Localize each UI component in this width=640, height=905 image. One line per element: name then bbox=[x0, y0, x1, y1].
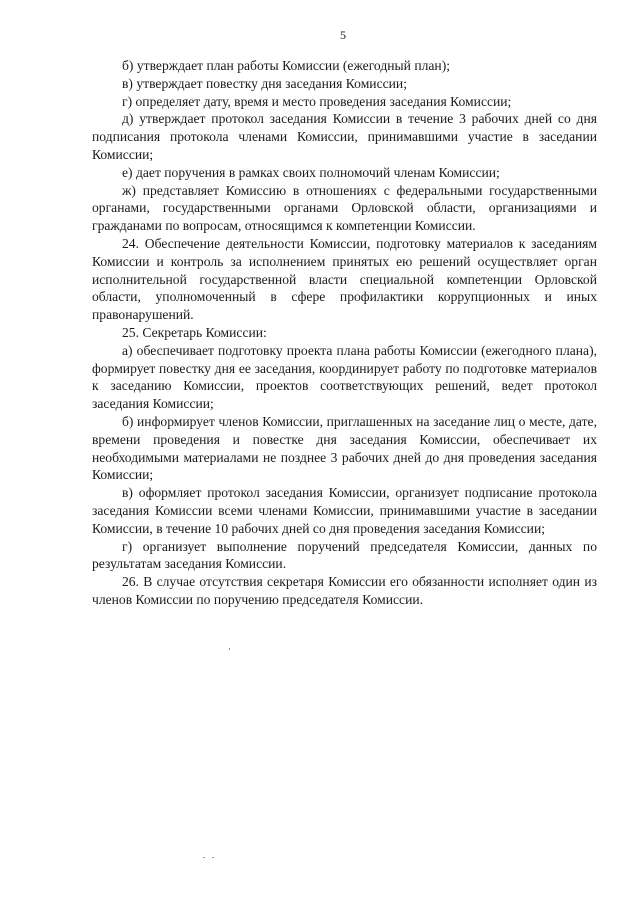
paragraph-25a: а) обеспечивает подготовку проекта плана работы Комиссии (ежегодного плана), формирует повестку дня ее заседания, координирует работу по подготовке материалов к заседанию Комиссии, проектов соответствующих решений, ведет протокол заседания Комиссии; bbox=[92, 342, 597, 412]
paragraph-23v: в) утверждает повестку дня заседания Комиссии; bbox=[122, 75, 407, 91]
paragraph-23g: г) определяет дату, время и место проведения заседания Комиссии; bbox=[122, 93, 512, 109]
scan-speck bbox=[212, 857, 214, 858]
paragraph-24: 24. Обеспечение деятельности Комиссии, подготовку материалов к заседаниям Комиссии и контроль за исполнением принятых ею решений осуществляет орган исполнительной государственной власти специальной компетенции Орловской области, уполномоченный в сфере профилактики коррупционных и иных правонарушений. bbox=[92, 235, 597, 323]
paragraph-25: 25. Секретарь Комиссии: bbox=[122, 324, 267, 340]
document-body bbox=[92, 57, 597, 609]
paragraph-25g: г) организует выполнение поручений председателя Комиссии, данных по результатам заседания Комиссии. bbox=[92, 538, 597, 572]
paragraph-25v: в) оформляет протокол заседания Комиссии, организует подписание протокола заседания Комиссии всеми членами Комиссии, принимавшими участие в заседании Комиссии, в течение 10 рабочих дней со дня проведения заседания Комиссии; bbox=[92, 485, 597, 536]
scan-speck bbox=[229, 648, 230, 650]
paragraph-23b: б) утверждает план работы Комиссии (ежегодный план); bbox=[122, 58, 451, 73]
paragraph-23d: д) утверждает протокол заседания Комиссии в течение 3 рабочих дней со дня подписания протокола членами Комиссии, принимавшими участие в заседании Комиссии; bbox=[92, 111, 597, 162]
paragraph-26: 26. В случае отсутствия секретаря Комиссии его обязанности исполняет один из членов Комиссии по поручению председателя Комиссии. bbox=[92, 574, 597, 607]
page-number: 5 bbox=[340, 28, 346, 42]
paragraph-23e: е) дает поручения в рамках своих полномочий членам Комиссии; bbox=[122, 164, 500, 180]
paragraph-23zh: ж) представляет Комиссию в отношениях с федеральными государственными органами, государственными органами Орловской области, организациями и гражданами по вопросам, относящимся к компетенции Комиссии. bbox=[92, 182, 597, 234]
paragraph-25b: б) информирует членов Комиссии, приглашенных на заседание лиц о месте, дате, времени проведения и повестке дня заседания Комиссии, обеспечивает их необходимыми материалами не позднее 3 рабочих дней до дня проведения заседания Комиссии; bbox=[92, 413, 597, 483]
scan-speck bbox=[203, 857, 205, 858]
